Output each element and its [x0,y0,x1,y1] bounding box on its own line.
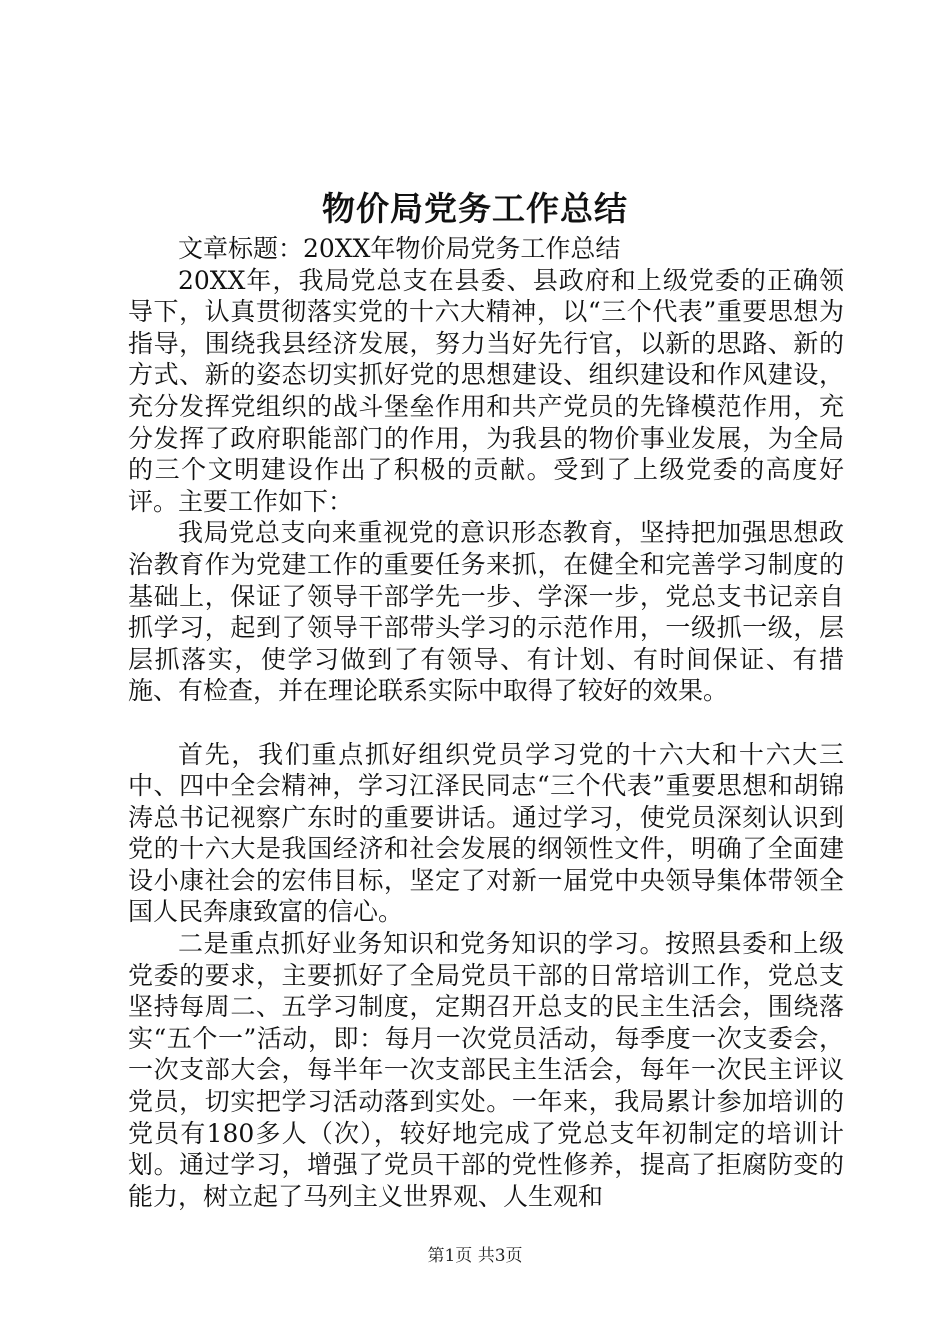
paragraph-second-point: 二是重点抓好业务知识和党务知识的学习。按照县委和上级党委的要求，主要抓好了全局党员干部的日常培训工作，党总支坚持每周二、五学习制度，定期召开总支的民主生活会，围绕落实“五个一”活动，即：每月一次党员活动，每季度一次支委会，一次支部大会，每半年一次支部民主生活会，每年一次民主评议党员，切实把学习活动落到实处。一年来，我局累计参加培训的党员有180多人（次），较好地完成了党总支年初制定的培训计划。通过学习，增强了党员干部的党性修养，提高了拒腐防变的能力，树立起了马列主义世界观、人生观和 [128,929,844,1211]
page-number-footer: 第1页 共3页 [427,1246,523,1266]
document-title: 物价局党务工作总结 [322,189,628,228]
article-title-line: 文章标题：20XX年物价局党务工作总结 [178,234,621,263]
document-body [128,233,844,1212]
paragraph-study-overview: 我局党总支向来重视党的意识形态教育，坚持把加强思想政治教育作为党建工作的重要任务来抓，在健全和完善学习制度的基础上，保证了领导干部学先一步、学深一步，党总支书记亲自抓学习，起到了领导干部带头学习的示范作用，一级抓一级，层层抓落实，使学习做到了有领导、有计划、有时间保证、有措施、有检查，并在理论联系实际中取得了较好的效果。 [128,518,844,706]
paragraph-first-point: 首先，我们重点抓好组织党员学习党的十六大和十六大三中、四中全会精神，学习江泽民同志“三个代表”重要思想和胡锦涛总书记视察广东时的重要讲话。通过学习，使党员深刻认识到党的十六大是我国经济和社会发展的纲领性文件，明确了全面建设小康社会的宏伟目标，坚定了对新一届党中央领导集体带领全国人民奔康致富的信心。 [128,739,844,927]
paragraph-intro: 20XX年，我局党总支在县委、县政府和上级党委的正确领导下，认真贯彻落实党的十六大精神，以“三个代表”重要思想为指导，围绕我县经济发展，努力当好先行官，以新的思路、新的方式、新的姿态切实抓好党的思想建设、组织建设和作风建设，充分发挥党组织的战斗堡垒作用和共产党员的先锋模范作用，充分发挥了政府职能部门的作用，为我县的物价事业发展，为全局的三个文明建设作出了积极的贡献。受到了上级党委的高度好评。主要工作如下： [128,265,844,516]
